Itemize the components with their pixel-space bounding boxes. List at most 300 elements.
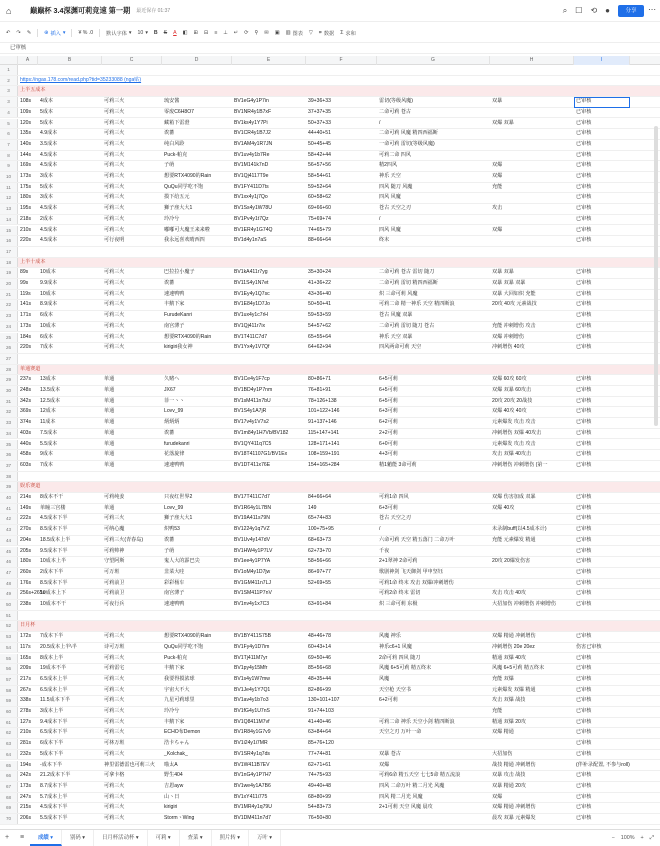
cell[interactable]: BV1BD4y1P7nm [234,387,273,393]
cell[interactable]: 222s [20,515,32,522]
cell[interactable]: 8成本上半 [40,654,64,661]
cell[interactable]: 可莉三火 [104,718,125,725]
cell[interactable]: 双暴 苍古 [379,750,401,757]
cell[interactable]: 603s [20,461,32,468]
row-number[interactable]: 30 [0,386,18,396]
redo-icon[interactable]: ↷ [16,30,21,36]
cell[interactable]: 一命可莉 雷切(等级风魔) [379,140,435,147]
cell[interactable]: 6+5可莉 [379,397,398,404]
cell[interactable]: BV1R64y1L7BN [234,504,272,511]
cell[interactable]: BV19A411s79N [234,515,270,522]
cell[interactable]: 已审核 [576,793,592,800]
cell[interactable]: 20攻 20爆发伤害 [492,558,531,565]
cell[interactable]: 6成本下半 [40,740,64,747]
row-number[interactable]: 8 [0,151,18,161]
cell[interactable]: 65+74+83 [308,515,331,522]
cell[interactable]: 69+50+46 [308,654,331,661]
row-number[interactable]: 69 [0,803,18,813]
cell[interactable]: 可莉三火 [104,205,125,212]
cell[interactable]: 神乐 天空 [379,173,401,179]
cell[interactable]: 99s [20,280,29,286]
cell[interactable]: BV1uv4y1b7Re [234,151,270,158]
cell[interactable]: BV1E84y1D7Jo [234,301,270,308]
cell[interactable]: 10成本上半 [40,558,67,565]
zoom-level[interactable]: 100% [620,835,635,841]
cell[interactable]: 278s [20,708,32,714]
row-number[interactable]: 67 [0,782,18,792]
cell[interactable]: 可莉二命 四风 [379,151,411,158]
cell[interactable]: 双爆 双暴 [492,119,514,126]
fill-color-icon[interactable]: ◧ [182,30,188,36]
border-icon[interactable]: ⊞ [193,30,198,36]
cell[interactable]: 双爆 [492,173,503,179]
cell[interactable]: 已审核 [576,98,592,105]
column-header-c[interactable]: C [102,56,162,65]
cell[interactable]: 可行夜明 [104,237,125,244]
cell[interactable]: 可莉三火 [104,280,125,286]
cell[interactable]: 已审核 [576,782,592,789]
row-number[interactable]: 53 [0,632,18,642]
cell[interactable]: 丰鹅下家 [164,665,185,672]
cell[interactable]: 5成本下半 [40,750,64,757]
cell[interactable]: 5.5成本下半 [40,815,68,821]
cell[interactable]: 风魔 6+5可莉 精五终末 [492,665,545,672]
cell[interactable]: 喵太A [164,761,178,768]
cell[interactable]: 已审核 [576,675,592,682]
row-number[interactable]: 42 [0,514,18,524]
row-number[interactable]: 47 [0,568,18,578]
cell[interactable]: 9.9成本 [40,280,58,286]
row-number[interactable]: 2 [0,76,18,86]
cell[interactable]: 48+46+78 [308,633,331,640]
tab-0[interactable]: 成绩 ▾ [30,830,62,846]
cell[interactable]: 58+56+66 [308,558,331,565]
cell[interactable]: 可莉三火 [104,98,125,105]
cell[interactable]: BV1GM411n7LJ [234,579,271,586]
cell[interactable]: 8.5成本下半 [40,579,68,586]
cell[interactable]: 已审核 [576,568,592,575]
cell[interactable]: BV1Ey4y1Q7sc [234,290,270,297]
zoom-out-icon[interactable]: − [611,835,615,841]
cell[interactable]: 可莉雷宅 [104,665,125,672]
cell[interactable]: BV1FY411D7ts [234,183,269,190]
cell[interactable]: 可万班 [104,568,120,575]
row-number[interactable]: 5 [0,119,18,129]
cell[interactable] [18,611,38,621]
cell[interactable]: 充能 冲刺增伤 攻击 [492,322,536,329]
cell[interactable]: 49+40+48 [308,782,331,789]
cell[interactable]: BV1BY411S75B [234,633,272,640]
home-icon[interactable]: ⌂ [6,5,12,16]
row-number[interactable]: 7 [0,140,18,150]
row-number[interactable]: 55 [0,654,18,664]
cell[interactable]: 173s [20,173,32,179]
row-number[interactable]: 39 [0,482,18,492]
cell[interactable]: 巴拉拉小魔子 [164,269,195,276]
cell[interactable]: 已审核 [576,173,592,179]
cell[interactable]: 11成本 [40,419,56,426]
cell[interactable]: 154+165+284 [308,461,340,468]
cell[interactable] [490,151,574,161]
cell[interactable]: 子萌 [164,162,175,169]
row-number[interactable]: 23 [0,311,18,321]
cell[interactable]: 可莉三火 [104,108,125,115]
cell[interactable]: 115+147+141 [308,429,340,436]
cell[interactable]: 已审核 [576,708,592,714]
row-number[interactable]: 45 [0,547,18,557]
cell[interactable]: 6+2可莉 [379,697,398,704]
row-number[interactable]: 59 [0,696,18,706]
cell[interactable]: 风魔 6+5可莉 精五终末 [379,665,432,672]
cell[interactable]: 浩卡ちゃん [164,740,190,747]
cell[interactable]: 宇宙大不大 [164,686,190,693]
cell[interactable]: Puck-帕克 [164,654,188,661]
cell[interactable]: 130+101+107 [308,697,340,704]
cell[interactable]: BV1Ss4y1W78U [234,205,272,212]
row-number[interactable]: 54 [0,643,18,653]
cell[interactable]: BV1NR4y1B7xF [234,108,272,115]
cell[interactable]: 单通 [104,397,115,404]
align-icon[interactable]: ≡ [214,30,218,36]
cell[interactable]: 171s [20,312,32,319]
cell[interactable]: 天空之刃 万叶一命 [379,729,422,736]
cell[interactable]: 双暴 双暴 [492,269,514,276]
cell[interactable]: 已审核 [576,108,592,115]
cell[interactable]: 已审核 [576,408,592,415]
row-number[interactable]: 12 [0,193,18,203]
row-number[interactable]: 13 [0,204,18,214]
cell[interactable]: 62+73+70 [308,547,331,554]
cell[interactable]: 173s [20,782,32,789]
cell[interactable]: 4.5成本 [40,237,58,244]
cell[interactable]: Storm丶Wing [164,815,195,821]
cell[interactable]: 5.5成本 [40,440,58,447]
cell[interactable]: 伤害已审核 [576,643,602,650]
cell[interactable]: BV1xY411i775 [234,793,268,800]
cell[interactable]: 127s [20,718,32,725]
cell[interactable]: 11.5成本下半 [40,697,70,704]
cell[interactable]: 元素爆发 双爆 精通 [492,686,536,693]
cell[interactable]: QuQu同学吃不饱 [164,183,204,190]
cell[interactable]: 149s [20,504,32,511]
cell[interactable]: 270s [20,526,32,533]
cell[interactable]: 120s [20,119,32,126]
cell[interactable]: 鬼人大的霹巴尖 [164,558,200,565]
cell[interactable]: 南宫薄子 [164,322,185,329]
cell[interactable]: 184s [20,333,32,340]
cell[interactable]: 可莉三火 [104,194,125,201]
cell[interactable]: BV1Fy4y1D7im [234,643,270,650]
cell[interactable]: 诶蕃 [164,280,175,286]
cell[interactable]: 可莉三火 [104,729,125,736]
cell[interactable]: FurudeKanri [164,312,193,319]
row-number[interactable]: 58 [0,686,18,696]
cell[interactable]: 歌剧神剑 飞天御剑 甲申坚钰 [379,568,443,575]
cell[interactable]: BV1av4y1b7o3 [234,697,269,704]
cell[interactable]: 单通 [104,376,115,383]
cell[interactable]: BV1xx4y1j7Qo [234,194,268,201]
insert-button[interactable]: ⊕ 插入 ▾ [44,30,66,37]
cell[interactable]: 已审核 [576,461,592,468]
cell[interactable]: BV1we4y1A7B6 [234,782,271,789]
cell[interactable]: 69+66+60 [308,205,331,212]
cell[interactable] [18,354,38,364]
cell[interactable]: 双爆 40攻 [492,504,515,511]
cell[interactable]: 12成本 [40,408,56,415]
cell[interactable]: 20.5成本上半\半 [40,643,77,650]
cell[interactable]: Puck-帕克 [164,151,188,158]
cell[interactable]: 74+65+79 [308,226,331,233]
cell[interactable]: 128+171+141 [308,440,340,447]
cell[interactable]: BV18T41107G1/BV1Ex [234,451,288,458]
cell[interactable]: 已审核 [576,280,592,286]
cell[interactable]: 可林万班 [104,740,125,747]
cell[interactable]: BV1224y1q7VZ [234,526,270,533]
cell[interactable]: 50+45+45 [308,140,331,147]
cell[interactable]: 9.4成本下半 [40,718,68,725]
cell[interactable]: BV1T411C7d7 [234,333,268,340]
cell[interactable]: 180s [20,194,32,201]
cell[interactable] [490,579,574,589]
cell[interactable]: 5成本 [40,119,54,126]
cell[interactable]: 50+50+41 [308,301,331,308]
row-number[interactable]: 3 [0,97,18,107]
cell[interactable]: BV11S4y1N7et [234,280,269,286]
cell[interactable]: 山丶日 [164,793,180,800]
cell[interactable]: 已审核 [576,387,592,393]
row-number[interactable]: 36 [0,450,18,460]
cell[interactable]: 140s [20,140,32,147]
cell[interactable]: 纯白风聆 [164,140,185,147]
row-number[interactable]: 6 [0,129,18,139]
cell[interactable]: 冲刺增伤 双爆 40攻击 [492,429,542,436]
cell[interactable]: 59+52+64 [308,183,331,190]
cell[interactable]: 菲一丶丶 [164,397,185,404]
cell[interactable]: 我要得摸浓球 [164,675,195,682]
cell[interactable]: 日月杯 [20,622,36,629]
cell[interactable]: 43+36+40 [308,290,331,297]
cell[interactable]: 已审核 [576,419,592,426]
cell[interactable]: 已审核 [576,151,592,158]
cell[interactable]: _Kolchak_ [164,750,188,757]
cell[interactable]: 58+54+61 [308,173,331,179]
cell[interactable]: BV1oM4y1D7jw [234,568,271,575]
link-icon[interactable]: ⚲ [254,30,259,36]
row-number[interactable]: 4 [0,108,18,118]
row-number[interactable]: 34 [0,429,18,439]
image-icon[interactable]: ▣ [274,30,280,36]
cell[interactable]: 10成本不干 [40,601,67,607]
cell[interactable]: 2+1可莉 天空 风魔 晨攻 [379,804,433,811]
column-header-a[interactable]: A [18,56,38,65]
row-number[interactable]: 50 [0,600,18,610]
cell[interactable]: 84+66+64 [308,494,331,500]
cell[interactable]: 44+40+51 [308,130,331,137]
zoom-in-icon[interactable]: + [640,835,644,841]
cell[interactable]: 108+159+191 [308,451,340,458]
size-select[interactable]: 10 ▾ [137,30,148,36]
row-number[interactable]: 49 [0,589,18,599]
cell[interactable]: 5成本 [40,108,54,115]
cell[interactable]: 237s [20,376,32,383]
cell[interactable]: 已审核 [576,237,592,244]
cell[interactable]: 元素爆发 攻击 攻击 [492,440,536,447]
cell[interactable]: 可莉帅神 [104,547,125,554]
cell[interactable]: / [379,526,381,533]
row-number[interactable]: 1 [0,65,18,75]
row-number[interactable]: 64 [0,750,18,760]
cell[interactable]: 可莉前卫 [104,579,125,586]
cell[interactable]: 342s [20,397,32,404]
cell[interactable]: 可莉三火 [104,675,125,682]
cell[interactable] [490,129,574,139]
cell[interactable]: 4.5成本下半 [40,804,68,811]
cell[interactable]: 7成本 [40,461,54,468]
cell[interactable]: 6成本 [40,312,54,319]
cell[interactable]: 3成本 [40,194,54,201]
cell[interactable]: 终末 [379,237,390,244]
cell[interactable]: 风魔 神乐 [379,633,401,640]
cell[interactable]: 可莉三火 [104,686,125,693]
cell[interactable]: 神乐c6+1 风魔 [379,643,412,650]
cell[interactable]: 可莉前卫 [104,590,125,597]
cell[interactable]: 可纳心魔 [104,526,125,533]
cell[interactable]: 141s [20,301,32,308]
cell[interactable]: 已审核 [576,558,592,565]
cell[interactable]: 已审核 [576,515,592,522]
row-number[interactable]: 10 [0,172,18,182]
cell[interactable]: 狮子座大大1 [164,515,193,522]
cell[interactable]: 205s [20,547,32,554]
wrap-icon[interactable]: ↵ [233,30,239,36]
cell[interactable]: 6+0可莉 [379,440,398,447]
cell[interactable]: 四风 风魔 [379,194,401,201]
cell[interactable]: 6+3可莉 [379,408,398,415]
cell[interactable]: 6成本 [40,333,54,340]
cell[interactable]: 可莉三火 [104,654,125,661]
column-header-g[interactable]: G [377,56,490,65]
cell[interactable]: 四风 二命万叶 精二月光 风魔 [379,782,445,789]
cell[interactable]: 10成本 [40,322,56,329]
cell[interactable]: 54+83+73 [308,804,331,811]
cell[interactable]: BV1S4y1A7jR [234,408,267,415]
cell[interactable]: 可莉三火 [104,151,125,158]
tab-2[interactable]: 日月杯活动杯 ▾ [94,830,148,846]
cell[interactable]: BV1SR4y1q7ds [234,750,270,757]
cell[interactable]: 8.9成本 [40,301,58,308]
cell[interactable]: 88+66+64 [308,237,331,244]
cell[interactable]: 54+57+62 [308,322,331,329]
cell[interactable]: 充能 元素爆发 精通 [492,536,536,543]
cell[interactable]: 3.5成本 [40,140,58,147]
cell[interactable]: 双爆 精通 冲刺增伤 [492,804,536,811]
cell[interactable]: 可莉三火 [104,312,125,319]
cell[interactable]: 100+75+95 [308,526,334,533]
cell[interactable]: 37+37+35 [308,108,331,115]
cell[interactable]: 双爆 双暴 60攻击 [492,387,532,393]
cell[interactable]: BV1eG4y1P7in [234,98,269,105]
cell[interactable]: 135s [20,130,32,137]
cell[interactable]: Lovv_99 [164,504,184,511]
cell[interactable]: 209s [20,665,32,672]
cell[interactable]: 281s [20,740,32,747]
cell[interactable]: 双爆 精通 [492,729,514,736]
cell[interactable]: 9.5成本下半 [40,547,68,554]
cell[interactable]: 可莉三火 [104,782,125,789]
row-number[interactable]: 3 [0,86,18,96]
cell[interactable]: 诶蕃 [164,429,175,436]
cell[interactable]: 77+74+81 [308,750,331,757]
cell[interactable]: 双暴 [492,98,503,105]
cell[interactable]: BV1AM4y1R7JN [234,140,273,147]
cell[interactable]: 86+97+77 [308,568,331,575]
cell[interactable]: 可莉三火 [104,269,125,276]
cell[interactable]: 可莉三火 [104,708,125,714]
cell[interactable]: 20攻 20攻 20战技 [492,397,533,404]
cell[interactable]: BV1s4y1W7mw [234,675,270,682]
cell[interactable]: 双爆 [492,793,503,800]
cell[interactable]: 已审核 [576,536,592,543]
cell[interactable]: 双暴 大回如炽 充能 [492,290,536,297]
cell[interactable]: 单通赛道 [20,365,41,372]
cell[interactable] [306,589,377,599]
row-number[interactable]: 62 [0,728,18,738]
cell[interactable]: 晨攻 双暴 元素爆发 [492,815,536,821]
cell[interactable]: 4.5成本 [40,205,58,212]
cell[interactable]: 19成本不半 [40,665,67,672]
cell[interactable]: 217s [20,675,32,682]
cell[interactable]: 九星可莉球里 [164,697,195,704]
cell[interactable]: BV1Pv4y1t7Qz [234,215,269,222]
row-number[interactable]: 66 [0,771,18,781]
cell[interactable]: 已审核 [576,333,592,340]
cell[interactable]: 大招加伤 冲刺增伤 冲刺增伤 [492,601,556,607]
cell[interactable] [490,193,574,203]
cell[interactable]: BV1R84y1G7v9 [234,729,271,736]
cell[interactable] [490,140,574,150]
cell[interactable] [18,65,38,75]
cell[interactable]: 花落旋律 [164,451,185,458]
cell[interactable]: 440s [20,440,32,447]
cell[interactable]: 单通 [104,419,115,426]
cell[interactable]: 已审核 [576,301,592,308]
cell[interactable]: 12.5成本 [40,397,61,404]
cell[interactable]: BV1SM411P7nV [234,590,272,597]
cell[interactable]: JX67 [164,387,176,393]
cell[interactable] [18,472,38,482]
cell[interactable]: 已审核 [576,130,592,137]
cell[interactable]: kirigiri我女神 [164,344,193,351]
cell[interactable]: 二命可莉 苍古 [379,108,411,115]
cell[interactable]: BV1Uv4y147dV [234,536,270,543]
cell[interactable]: 60+58+62 [308,194,331,201]
row-number[interactable]: 41 [0,504,18,514]
cell[interactable]: 已审核 [576,119,592,126]
cell[interactable]: 子萌 [164,547,175,554]
cell[interactable]: 6+5可莉 [379,376,398,383]
cell[interactable]: 91+137+146 [308,419,337,426]
cell[interactable]: 7.5成本 [40,429,58,436]
cell[interactable]: 已审核 [576,740,592,747]
cell[interactable]: 5成本 [40,183,54,190]
cell[interactable]: BV1nG4y1P7H7 [234,772,272,779]
cell[interactable]: 2成本 [40,215,54,222]
cell[interactable]: 220s [20,237,32,244]
cell[interactable]: 可莉三火 [104,322,125,329]
cell[interactable]: BV1MR4y1q79U [234,804,272,811]
cell[interactable]: 已审核 [576,686,592,693]
cell[interactable]: BV1M141k7nD [234,162,269,169]
